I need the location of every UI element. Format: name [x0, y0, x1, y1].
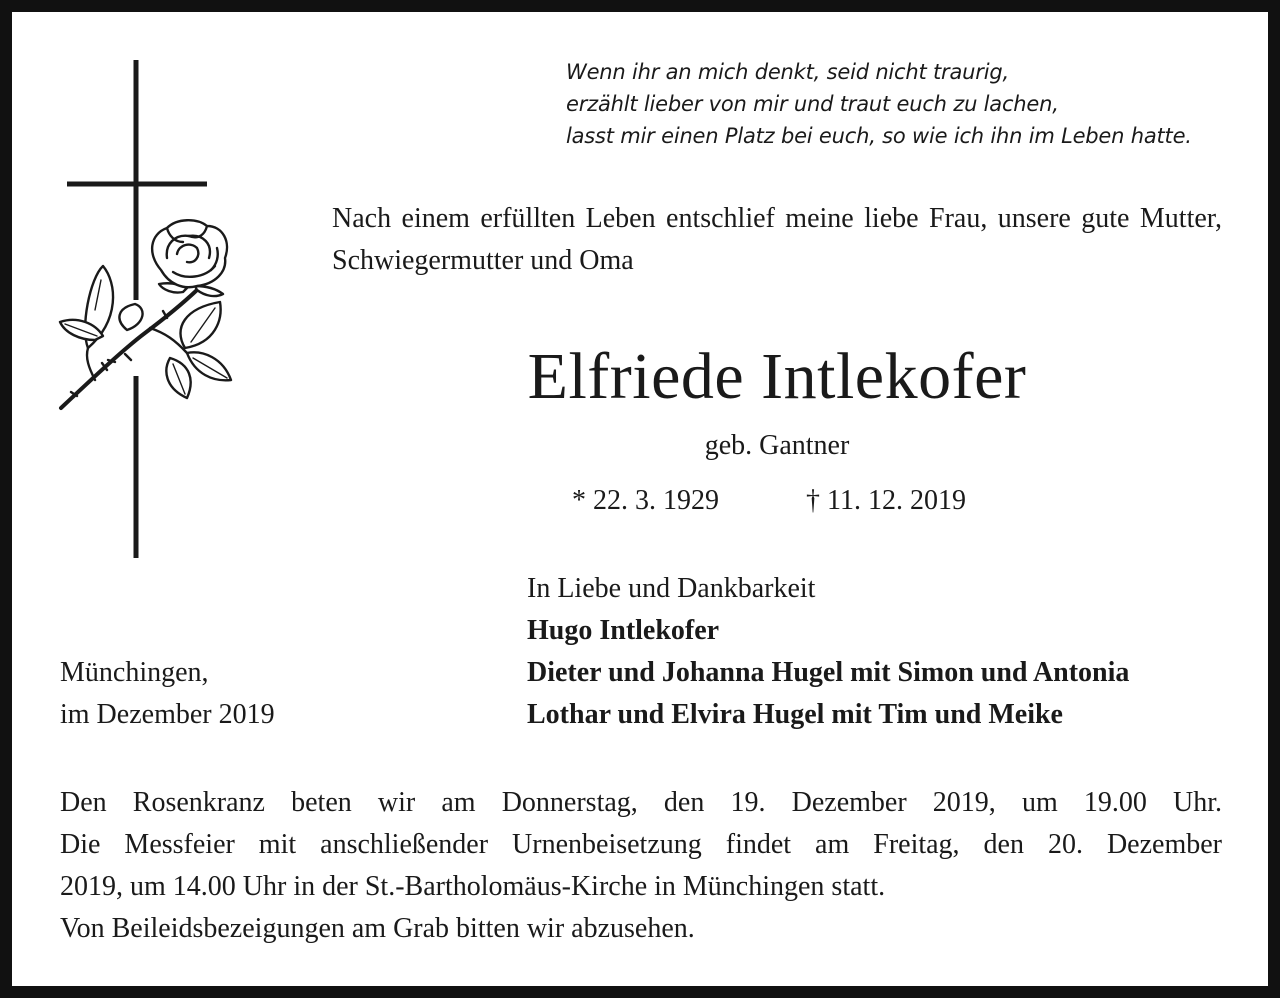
service-line: Den Rosenkranz beten wir am Donnerstag, den 19. Dezember 2019, um 19.00 Uhr. [60, 787, 1222, 818]
mourner-name: Dieter und Johanna Hugel mit Simon und Antonia [527, 657, 1130, 688]
mourners [527, 568, 1129, 736]
rose-icon [60, 220, 231, 408]
poem-line: lasst mir einen Platz bei euch, so wie ich ihn im Leben hatte. [566, 124, 1192, 148]
service-info [60, 782, 1222, 950]
service-line: Von Beileidsbezeigungen am Grab bitten wir abzusehen. [60, 913, 695, 944]
cross-with-rose-icon [55, 58, 245, 563]
date-line: im Dezember 2019 [60, 699, 275, 730]
service-line: 2019, um 14.00 Uhr in der St.-Bartholomäus-Kirche in Münchingen statt. [60, 871, 886, 902]
birth-name: geb. Gantner [704, 430, 850, 461]
death-date: † 11. 12. 2019 [806, 485, 966, 516]
poem-line: erzählt lieber von mir und traut euch zu lachen, [566, 92, 1059, 116]
poem-line: Wenn ihr an mich denkt, seid nicht traurig, [566, 60, 1009, 84]
mourners-intro: In Liebe und Dankbarkeit [527, 573, 816, 604]
intro-text: Nach einem erfüllten Leben entschlief meine liebe Frau, unsere gute Mutter, Schwiegermutter und Oma [332, 203, 1222, 276]
service-line: Die Messfeier mit anschließender Urnenbeisetzung findet am Freitag, den 20. Dezember [60, 829, 1222, 860]
birth-date: * 22. 3. 1929 [572, 485, 719, 516]
place-line: Münchingen, [60, 657, 209, 688]
mourner-name: Hugo Intlekofer [527, 615, 720, 646]
mourner-name: Lothar und Elvira Hugel mit Tim und Meike [527, 699, 1063, 730]
deceased-name: Elfriede Intlekofer [527, 340, 1027, 413]
place-and-date [60, 652, 275, 736]
poem [566, 56, 1192, 152]
